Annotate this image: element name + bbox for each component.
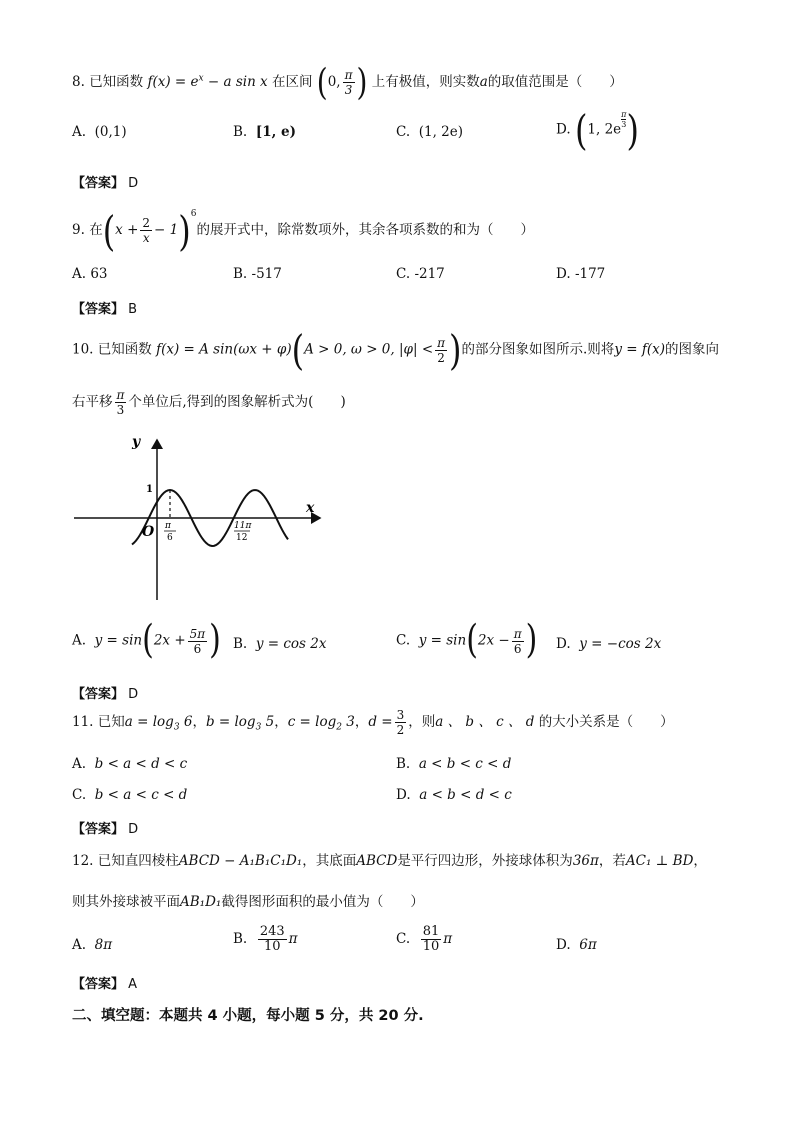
question-text: 在区间: [271, 74, 313, 90]
option-d: D. 6π: [556, 937, 597, 953]
variable: a: [479, 74, 488, 90]
question-10: 10. 已知函数 f(x) = A sin(ωx + φ)(A > 0, ω > 0, |φ| < $\frac{\pi}{2}$ )的部分图象如图所示.则将y = f(x)的图象向: [72, 325, 719, 375]
question-number: 11.: [72, 714, 94, 730]
question-9: 9. 在(x + $\frac{2}{x}$ − 1)$^6$的展开式中，除常数项外，其余各项系数的和为（ ）: [72, 205, 534, 256]
fraction: $\frac{3}{2}$: [396, 708, 405, 737]
answer-8: 【答案】 D: [72, 176, 139, 191]
answer-10: 【答案】 D: [72, 687, 139, 702]
answer-9: 【答案】 B: [72, 302, 138, 317]
question-text: 的展开式中，除常数项外，其余各项系数的和为（ ）: [196, 222, 534, 238]
question-text: 的图象向: [664, 341, 719, 358]
option-d: D. -177: [556, 266, 606, 282]
x-axis-label: x: [306, 500, 315, 516]
question-8: 8. 已知函数 $f(x) = e^x - a$ sin x 在区间 (0, $\frac{\pi}{3}$ ) 上有极值，则实数a的取值范围是（ ）: [72, 60, 623, 104]
question-text: 已知函数: [89, 74, 144, 90]
question-number: 8.: [72, 74, 85, 90]
formula: f(x) = A sin(ωx + φ): [156, 341, 292, 358]
question-text: 在: [89, 222, 103, 238]
tick-label-pi6-den: 6: [167, 533, 173, 543]
question-10-line2: 右平移 $\frac{\pi}{3}$ 个单位后,得到的图象解析式为( ): [72, 388, 346, 417]
option-b: B. [1, e): [233, 124, 296, 140]
tick-label-1: 1: [146, 484, 153, 495]
option-b: B. -517: [233, 266, 282, 282]
option-b: B. y = cos 2x: [233, 636, 327, 652]
answer-12: 【答案】 A: [72, 977, 138, 992]
question-11: 11. 已知$a = \log_3 6$，$b = \log_3 5$，$c = \log_2 3$，d = $\frac{3}{2}$ ，则a 、 b 、 c 、 d 的大小关系是（ ）: [72, 708, 674, 737]
question-text: 上有极值，则实数: [371, 74, 480, 90]
question-text: 的部分图象如图所示.则将: [461, 341, 615, 358]
question-12: 12. 已知直四棱柱ABCD − A₁B₁C₁D₁，其底面ABCD是平行四边形，外接球体积为36π，若AC₁ ⊥ BD，: [72, 853, 707, 869]
option-c: C. b < a < c < d: [72, 787, 188, 803]
option-d: D. (1, 2e $\frac{\pi}{3}$ ): [556, 105, 639, 155]
option-a: A. 63: [72, 266, 108, 282]
tick-label-11pi12-den: 12: [236, 533, 248, 543]
question-number: 9.: [72, 222, 85, 238]
question-12-line2: 则其外接球被平面AB₁D₁截得图形面积的最小值为（ ）: [72, 894, 424, 910]
formula: $f(x) = e^x - a$ sin x: [147, 73, 268, 90]
option-a: A. y = sin(2x + $\frac{5\pi}{6}$ ): [72, 617, 221, 664]
option-c: C. -217: [396, 266, 445, 282]
tick-label-pi6-num: π: [165, 521, 171, 531]
interval-start: 0,: [327, 74, 341, 90]
option-a: A. 8π: [72, 937, 113, 953]
option-d: D. y = −cos 2x: [556, 636, 662, 652]
option-b: B. a < b < c < d: [396, 756, 512, 772]
fraction: $\frac{\pi}{2}$: [437, 335, 446, 365]
option-c: C. y = sin(2x − $\frac{\pi}{6}$ ): [396, 617, 538, 664]
option-c: C. (1, 2e): [396, 124, 464, 140]
fraction: $\frac{\pi}{3}$: [344, 68, 353, 97]
answer-11: 【答案】 D: [72, 822, 139, 837]
option-c: C. $\frac{81}{10}$ π: [396, 924, 453, 954]
option-a: A. b < a < d < c: [72, 756, 188, 772]
sine-graph: [72, 430, 332, 606]
y-axis-label: y: [132, 434, 141, 450]
question-text: 的取值范围是（ ）: [487, 74, 623, 90]
option-d: D. a < b < d < c: [396, 787, 512, 803]
option-b: B. $\frac{243}{10}$ π: [233, 924, 298, 954]
question-number: 10.: [72, 341, 94, 358]
section-title: 二、填空题：本题共 4 小题，每小题 5 分，共 20 分.: [72, 1008, 424, 1024]
fraction: $\frac{2}{x}$: [142, 216, 151, 245]
fraction: $\frac{\pi}{3}$: [116, 388, 125, 417]
question-number: 12.: [72, 853, 94, 869]
tick-label-11pi12-num: 11π: [234, 521, 252, 531]
question-text: 已知函数: [97, 341, 152, 358]
origin-label: O: [142, 524, 155, 540]
option-a: A. (0,1): [72, 124, 127, 140]
